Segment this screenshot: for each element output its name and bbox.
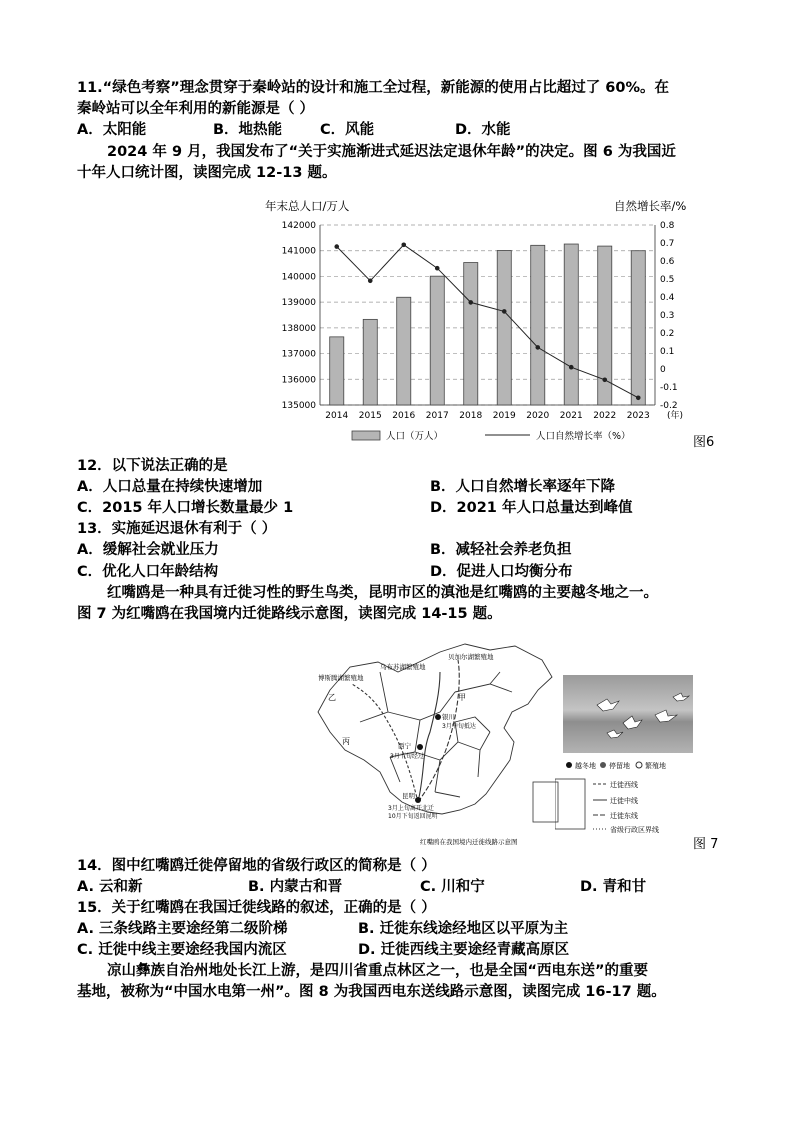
legend-line-label: 人口自然增长率（%） (536, 431, 631, 442)
intro-14-line1: 红嘴鸥是一种具有迁徙习性的野生鸟类，昆明市区的滇池是红嘴鸥的主要越冬地之一。 (107, 585, 658, 601)
figure-6-population-chart (260, 215, 710, 450)
population-bar (464, 263, 478, 405)
map-label-bulun: 博斯腾湖繁殖地 (318, 674, 364, 682)
legend-west-label: 迁徙西线 (610, 781, 638, 789)
right-tick-label: -0.2 (660, 401, 678, 411)
x-tick-label: 2014 (325, 411, 349, 421)
red-billed-gull-photo (563, 675, 693, 753)
yinchuan-stop-marker (435, 714, 441, 720)
q15-option-d: D. 迁徙西线主要途经青藏高原区 (358, 942, 570, 958)
legend-inset-box (555, 779, 585, 829)
growth-rate-point (535, 345, 540, 350)
x-tick-label: 2021 (559, 411, 583, 421)
population-bar (564, 244, 578, 405)
legend-stop-label: 停留地 (609, 762, 630, 770)
q12-option-a: A．人口总量在持续快速增加 (77, 479, 263, 495)
map-label-yinchuan-date: 3月中旬抵达 (442, 723, 476, 730)
legend-winter-label: 越冬地 (575, 762, 596, 770)
legend-mid-label: 迁徙中线 (610, 797, 638, 805)
map-label-beijia: 贝加尔湖繁殖地 (448, 653, 494, 661)
left-tick-label: 139000 (281, 298, 316, 309)
legend-border-label: 省级行政区界线 (610, 826, 659, 834)
xining-stop-marker (417, 744, 423, 750)
x-tick-label: 2022 (593, 411, 617, 421)
population-bar (631, 251, 645, 405)
left-tick-label: 136000 (281, 375, 316, 386)
x-tick-label: 2020 (526, 411, 550, 421)
growth-rate-point (636, 396, 641, 401)
map-label-yinchuan: 银川 (442, 713, 455, 721)
growth-rate-line (337, 245, 639, 398)
q11-option-c: C．风能 (320, 122, 375, 138)
x-tick-label: 2023 (626, 411, 650, 421)
left-tick-label: 140000 (281, 272, 316, 283)
q12-option-c: C．2015 年人口增长数量最少 1 (77, 500, 294, 516)
q13-option-c: C．优化人口年龄结构 (77, 564, 219, 580)
legend-bar-swatch (352, 431, 380, 440)
left-tick-label: 138000 (281, 323, 316, 334)
x-tick-label: 2017 (425, 411, 449, 421)
q11-stem-line2: 秦岭站可以全年利用的新能源是（ ） (77, 101, 315, 117)
year-unit-label: (年) (667, 411, 684, 421)
intro-14-line2: 图 7 为红嘴鸥在我国境内迁徙路线示意图，读图完成 14-15 题。 (77, 606, 502, 622)
map-label-bing: 丙 (342, 737, 350, 746)
right-tick-label: 0.6 (660, 257, 675, 267)
growth-rate-point (435, 266, 440, 271)
x-tick-label: 2015 (358, 411, 382, 421)
right-tick-label: 0.7 (660, 239, 675, 249)
q14-option-b: B. 内蒙古和晋 (248, 879, 343, 895)
map-label-xining-date: 3月下旬经过 (390, 753, 424, 760)
q15-option-b: B. 迁徙东线途经地区以平原为主 (358, 921, 569, 937)
gull-silhouettes (563, 675, 693, 753)
population-bar (397, 297, 411, 405)
growth-rate-point (569, 365, 574, 370)
growth-rate-point (502, 309, 507, 314)
x-tick-label: 2016 (392, 411, 416, 421)
intro-16-line2: 基地，被称为“中国水电第一州”。图 8 为我国西电东送线路示意图，读图完成 16-17 题。 (77, 984, 666, 1000)
map-label-xining: 西宁 (398, 742, 411, 750)
population-bar (430, 276, 444, 405)
map-title: 红嘴鸥在我国境内迁徙线路示意图 (420, 838, 518, 846)
figure-7-migration-map (290, 632, 565, 847)
q11-option-d: D．水能 (455, 122, 511, 138)
legend-breed-marker (636, 762, 642, 768)
map-label-jia: 甲 (458, 693, 466, 702)
population-bar (531, 245, 545, 405)
q11-stem-line1: 11.“绿色考察”理念贯穿于秦岭站的设计和施工全过程，新能源的使用占比超过了 60%。在 (77, 80, 669, 96)
fig7-legend (555, 757, 715, 835)
x-tick-label: 2018 (459, 411, 483, 421)
intro-16-line1: 凉山彝族自治州地处长江上游，是四川省重点林区之一，也是全国“西电东送”的重要 (107, 963, 649, 979)
legend-winter-marker (566, 762, 572, 768)
growth-rate-point (401, 243, 406, 248)
population-bar (363, 319, 377, 405)
fig6-caption: 图6 (693, 435, 715, 450)
q15-option-a: A. 三条线路主要途经第二级阶梯 (77, 921, 288, 937)
right-tick-label: 0.4 (660, 293, 675, 303)
q13-stem: 13．实施延迟退休有利于（ ） (77, 521, 277, 537)
left-tick-label: 142000 (281, 221, 316, 231)
q14-stem: 14．图中红嘴鸥迁徙停留地的省级行政区的简称是（ ） (77, 858, 436, 874)
china-outline (318, 644, 552, 814)
q13-option-d: D．促进人口均衡分布 (430, 564, 573, 580)
q13-option-a: A．缓解社会就业压力 (77, 542, 219, 558)
q12-stem: 12．以下说法正确的是 (77, 458, 228, 474)
growth-rate-point (602, 378, 607, 383)
growth-rate-point (468, 300, 473, 305)
map-label-kunming: 昆明 (402, 792, 415, 800)
intro-12-line2: 十年人口统计图，读图完成 12-13 题。 (77, 165, 337, 181)
map-label-kunming-date2: 10月下旬返回昆明 (388, 813, 438, 820)
q12-option-b: B．人口自然增长率逐年下降 (430, 479, 616, 495)
legend-bar-label: 人口（万人） (386, 431, 444, 442)
population-bar (497, 250, 511, 405)
fig6-left-axis-title: 年末总人口/万人 (265, 199, 350, 213)
kunming-winter-marker (415, 797, 421, 803)
q15-option-c: C. 迁徙中线主要途经我国内流区 (77, 942, 287, 958)
right-tick-label: 0.5 (660, 275, 675, 285)
q12-option-d: D．2021 年人口总量达到峰值 (430, 500, 633, 516)
map-label-wubusu: 乌布苏湖繁殖地 (380, 663, 426, 671)
right-tick-label: 0.2 (660, 329, 675, 339)
legend-breed-label: 繁殖地 (645, 762, 666, 770)
q14-option-a: A. 云和新 (77, 879, 143, 895)
intro-12-line1: 2024 年 9 月，我国发布了“关于实施渐进式延迟法定退休年龄”的决定。图 6 为我国近 (107, 144, 676, 160)
east-route-line (418, 660, 459, 802)
q15-stem: 15．关于红嘴鸥在我国迁徙线路的叙述，正确的是（ ） (77, 900, 436, 916)
map-label-kunming-date1: 3月上旬离开北迁 (388, 805, 434, 812)
fig6-right-axis-title: 自然增长率/% (614, 199, 687, 213)
right-tick-label: 0 (660, 365, 666, 375)
left-tick-label: 137000 (281, 349, 316, 360)
right-tick-label: 0.1 (660, 347, 675, 357)
right-tick-label: -0.1 (660, 383, 678, 393)
growth-rate-point (368, 279, 373, 284)
growth-rate-point (334, 244, 339, 249)
left-tick-label: 141000 (281, 246, 316, 257)
x-tick-label: 2019 (492, 411, 516, 421)
q11-option-a: A．太阳能 (77, 122, 147, 138)
left-tick-label: 135000 (281, 401, 316, 411)
right-tick-label: 0.3 (660, 311, 675, 321)
q11-option-b: B．地热能 (213, 122, 283, 138)
fig7-caption: 图 7 (693, 837, 719, 852)
legend-stop-marker (600, 762, 606, 768)
right-tick-label: 0.8 (660, 221, 675, 231)
q14-option-d: D. 青和甘 (580, 879, 647, 895)
map-label-yi: 乙 (328, 693, 336, 702)
population-bar (330, 337, 344, 405)
q13-option-b: B．减轻社会养老负担 (430, 542, 572, 558)
legend-east-label: 迁徙东线 (610, 812, 638, 820)
q14-option-c: C. 川和宁 (420, 879, 485, 895)
